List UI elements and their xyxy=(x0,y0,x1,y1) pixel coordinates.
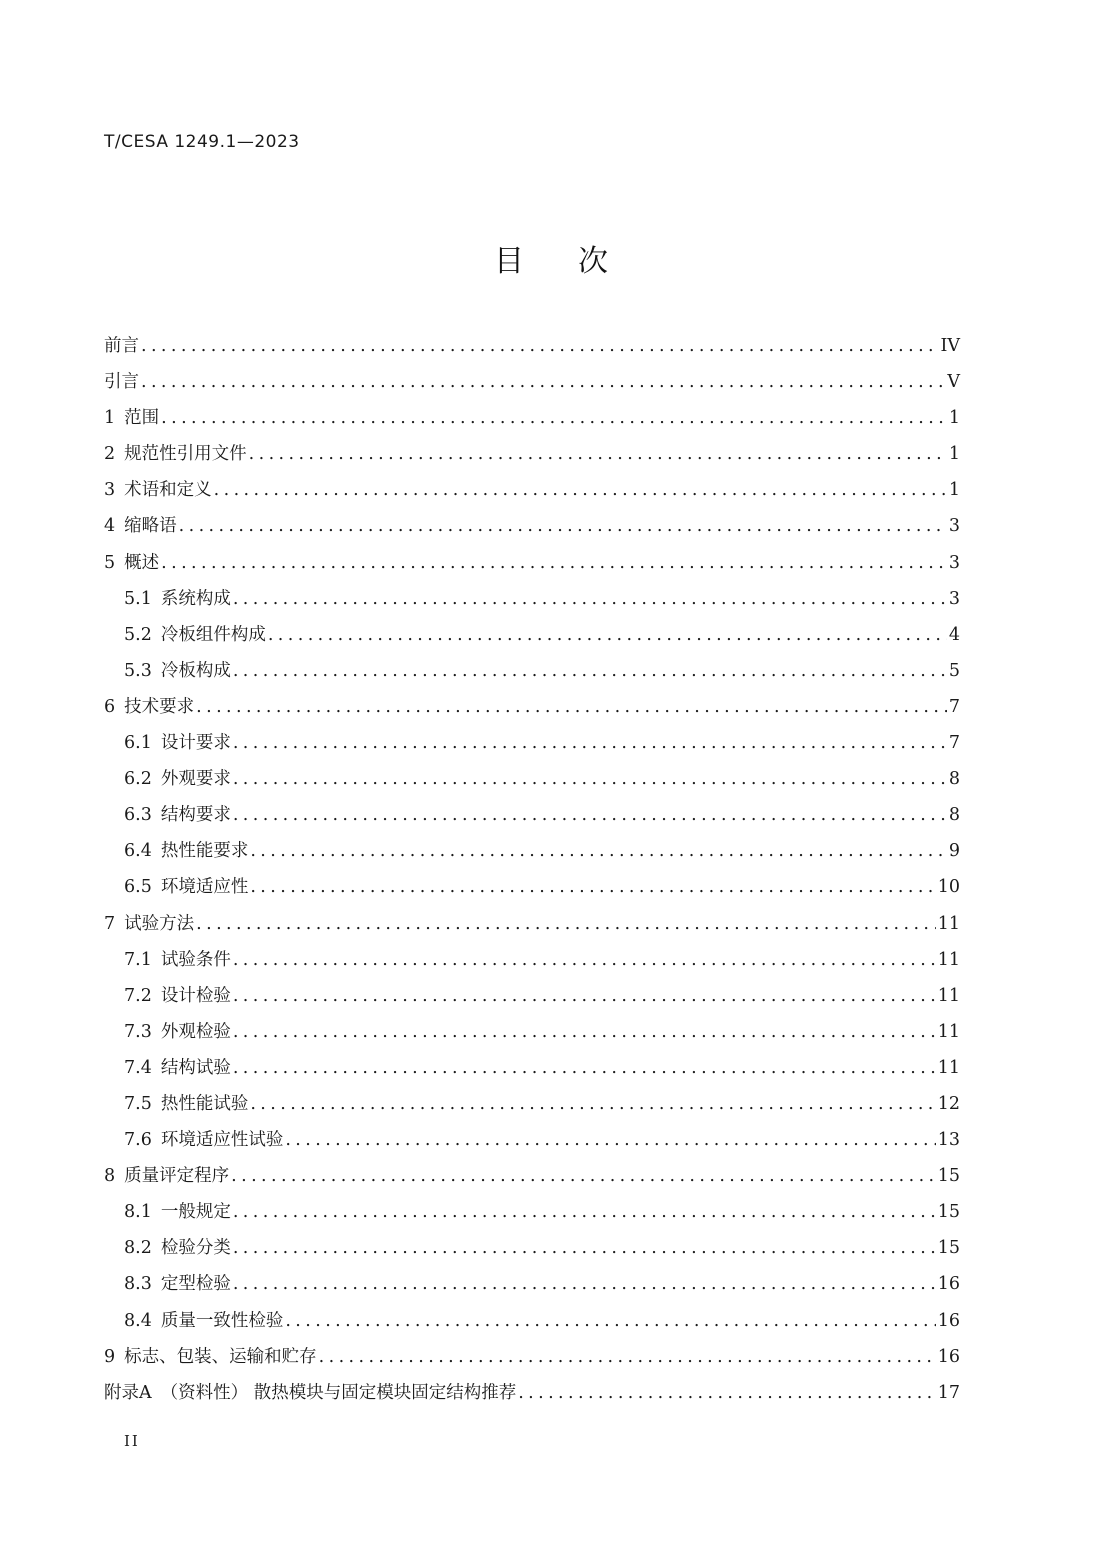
toc-dot-leader xyxy=(233,725,947,761)
toc-dot-leader xyxy=(233,1050,936,1086)
toc-entry[interactable] xyxy=(104,942,960,978)
toc-entry[interactable] xyxy=(104,689,960,725)
toc-entry-label: 术语和定义 xyxy=(124,480,212,501)
toc-entry-page: 17 xyxy=(937,1382,960,1403)
toc-dot-leader xyxy=(141,328,938,364)
toc-dot-leader xyxy=(196,689,947,725)
toc-entry[interactable] xyxy=(104,1050,960,1086)
toc-entry-page: 16 xyxy=(937,1274,960,1295)
toc-dot-leader xyxy=(179,508,947,544)
toc-entry-number: 8.3 xyxy=(124,1274,152,1295)
toc-entry[interactable] xyxy=(104,1266,960,1302)
toc-entry-label: 试验条件 xyxy=(160,949,231,970)
toc-dot-leader xyxy=(141,364,945,400)
toc-entry[interactable] xyxy=(104,978,960,1014)
toc-entry[interactable] xyxy=(104,1194,960,1230)
toc-entry-number: 8.1 xyxy=(124,1202,152,1223)
toc-entry-label: 缩略语 xyxy=(124,516,177,537)
toc-dot-leader xyxy=(250,1086,935,1122)
toc-entry-number: 7.1 xyxy=(124,949,152,970)
toc-entry-label: 标志、包装、运输和贮存 xyxy=(124,1346,317,1367)
toc-entry[interactable] xyxy=(104,328,960,364)
toc-entry[interactable] xyxy=(104,1230,960,1266)
toc-entry-page: 5 xyxy=(948,660,960,681)
toc-entry-number: 5.3 xyxy=(124,660,152,681)
toc-entry-page: 15 xyxy=(937,1238,960,1259)
toc-entry[interactable] xyxy=(104,581,960,617)
toc-entry-page: 1 xyxy=(948,480,960,501)
toc-entry-number: 7.6 xyxy=(124,1130,152,1151)
toc-entry-number: 7.4 xyxy=(124,1057,152,1078)
toc-entry-label: 设计要求 xyxy=(160,733,231,754)
toc-entry-page: 3 xyxy=(948,588,960,609)
toc-entry[interactable] xyxy=(104,472,960,508)
toc-entry-label: 冷板组件构成 xyxy=(160,624,266,645)
toc-dot-leader xyxy=(285,1122,935,1158)
toc-entry-page: 10 xyxy=(937,877,960,898)
toc-entry[interactable] xyxy=(104,617,960,653)
toc-entry-page: 3 xyxy=(948,552,960,573)
toc-entry[interactable] xyxy=(104,725,960,761)
toc-entry[interactable] xyxy=(104,1014,960,1050)
toc-dot-leader xyxy=(250,869,935,905)
toc-entry-page: 11 xyxy=(937,913,960,934)
toc-entry-page: 13 xyxy=(937,1130,960,1151)
toc-entry-page: 15 xyxy=(937,1202,960,1223)
toc-entry-label: 冷板构成 xyxy=(160,660,231,681)
toc-dot-leader xyxy=(250,833,947,869)
toc-dot-leader xyxy=(196,906,936,942)
toc-dot-leader xyxy=(161,400,947,436)
toc-entry[interactable] xyxy=(104,761,960,797)
toc-entry[interactable] xyxy=(104,1086,960,1122)
toc-entry-label: 设计检验 xyxy=(160,985,231,1006)
toc-dot-leader xyxy=(233,1266,936,1302)
toc-entry-number: 6 xyxy=(104,696,116,717)
toc-entry-page: 1 xyxy=(948,444,960,465)
toc-entry-number: 6.3 xyxy=(124,805,152,826)
toc-entry-page: 7 xyxy=(948,696,960,717)
page-number: II xyxy=(124,1432,140,1450)
toc-entry-label: 热性能试验 xyxy=(160,1093,249,1114)
toc-dot-leader xyxy=(233,653,947,689)
toc-entry[interactable] xyxy=(104,508,960,544)
toc-dot-leader xyxy=(518,1375,936,1411)
toc-entry[interactable] xyxy=(104,1122,960,1158)
toc-entry-number: 8.4 xyxy=(124,1310,152,1331)
toc-entry[interactable] xyxy=(104,653,960,689)
toc-entry-number: 3 xyxy=(104,480,116,501)
toc-entry-label: 一般规定 xyxy=(160,1202,231,1223)
toc-entry[interactable] xyxy=(104,400,960,436)
toc-entry-number: 6.4 xyxy=(124,841,152,862)
toc-entry-number: 6.1 xyxy=(124,733,152,754)
toc-entry-number: 5 xyxy=(104,552,116,573)
toc-dot-leader xyxy=(233,978,936,1014)
toc-entry[interactable] xyxy=(104,1158,960,1194)
toc-entry-page: 9 xyxy=(948,841,960,862)
toc-dot-leader xyxy=(233,1194,936,1230)
toc-entry-number: 5.2 xyxy=(124,624,152,645)
toc-entry-label: 系统构成 xyxy=(160,588,231,609)
toc-entry-label: 前言 xyxy=(104,336,139,356)
toc-dot-leader xyxy=(233,581,947,617)
toc-entry-page: 8 xyxy=(948,805,960,826)
toc-entry-number: 1 xyxy=(104,408,116,429)
toc-entry-page: 12 xyxy=(937,1093,960,1114)
toc-entry[interactable] xyxy=(104,797,960,833)
toc-entry-page: 8 xyxy=(948,769,960,790)
toc-entry-page: V xyxy=(947,372,960,393)
toc-dot-leader xyxy=(233,797,947,833)
toc-entry-page: 7 xyxy=(948,733,960,754)
toc-dot-leader xyxy=(214,472,947,508)
toc-dot-leader xyxy=(161,545,947,581)
toc-entry-label: 结构试验 xyxy=(160,1057,231,1078)
toc-entry-page: 3 xyxy=(948,516,960,537)
toc-entry-label: 检验分类 xyxy=(160,1238,231,1259)
toc-entry-number: 附录A xyxy=(104,1382,152,1403)
toc-entry-number: 6.5 xyxy=(124,877,152,898)
toc-entry[interactable] xyxy=(104,364,960,400)
toc-entry-number: 5.1 xyxy=(124,588,152,609)
toc-dot-leader xyxy=(233,1014,936,1050)
toc-entry-label: 外观检验 xyxy=(160,1021,231,1042)
toc-entry-label: 范围 xyxy=(124,408,160,429)
toc-entry-page: 11 xyxy=(937,1021,960,1042)
toc-dot-leader xyxy=(285,1303,935,1339)
toc-entry-page: 4 xyxy=(948,624,960,645)
toc-dot-leader xyxy=(319,1339,936,1375)
toc-entry-label: 概述 xyxy=(124,552,160,573)
toc-entry-page: 15 xyxy=(937,1166,960,1187)
toc-entry-number: 7.5 xyxy=(124,1093,152,1114)
toc-entry-number: 7.3 xyxy=(124,1021,152,1042)
toc-dot-leader xyxy=(268,617,947,653)
toc-entry-label: 引言 xyxy=(104,372,139,393)
toc-entry-number: 9 xyxy=(104,1346,116,1367)
table-of-contents xyxy=(104,328,960,1411)
page-title: 目次 xyxy=(494,244,662,279)
toc-dot-leader xyxy=(231,1158,936,1194)
toc-entry-label: 定型检验 xyxy=(160,1274,231,1295)
toc-entry[interactable] xyxy=(104,906,960,942)
toc-entry-page: 11 xyxy=(937,1057,960,1078)
toc-entry-label: 结构要求 xyxy=(160,805,231,826)
toc-dot-leader xyxy=(249,436,947,472)
toc-entry-number: 7.2 xyxy=(124,985,152,1006)
toc-dot-leader xyxy=(233,1230,936,1266)
toc-entry-number: 2 xyxy=(104,444,116,465)
toc-entry-page: 16 xyxy=(937,1310,960,1331)
toc-entry-number: 8 xyxy=(104,1166,116,1187)
toc-entry[interactable] xyxy=(104,833,960,869)
toc-entry-page: 11 xyxy=(937,949,960,970)
toc-entry-page: 11 xyxy=(937,985,960,1006)
toc-dot-leader xyxy=(233,761,947,797)
toc-entry-label: 外观要求 xyxy=(160,769,231,790)
toc-dot-leader xyxy=(233,942,936,978)
toc-entry[interactable] xyxy=(104,545,960,581)
toc-entry-page: 16 xyxy=(937,1346,960,1367)
toc-entry[interactable] xyxy=(104,1375,960,1411)
toc-entry-label: 技术要求 xyxy=(124,696,195,717)
toc-entry-number: 6.2 xyxy=(124,769,152,790)
toc-entry-number: 7 xyxy=(104,913,116,934)
toc-entry-label: 试验方法 xyxy=(124,913,195,934)
toc-entry-number: 8.2 xyxy=(124,1238,152,1259)
toc-entry-label: 规范性引用文件 xyxy=(124,444,247,465)
toc-entry-label: 质量一致性检验 xyxy=(160,1310,284,1331)
toc-entry[interactable] xyxy=(104,869,960,905)
toc-entry-label: （资料性） 散热模块与固定模块固定结构推荐 xyxy=(160,1382,517,1403)
toc-entry-label: 热性能要求 xyxy=(160,841,249,862)
toc-entry-number: 4 xyxy=(104,516,116,537)
toc-entry-label: 质量评定程序 xyxy=(124,1166,230,1187)
toc-entry-page: 1 xyxy=(948,408,960,429)
toc-entry[interactable] xyxy=(104,1339,960,1375)
toc-entry[interactable] xyxy=(104,436,960,472)
toc-entry-page: IV xyxy=(940,336,960,356)
toc-entry[interactable] xyxy=(104,1303,960,1339)
toc-entry-label: 环境适应性试验 xyxy=(160,1130,284,1151)
toc-entry-label: 环境适应性 xyxy=(160,877,249,898)
standard-number: T/CESA 1249.1—2023 xyxy=(104,132,300,152)
